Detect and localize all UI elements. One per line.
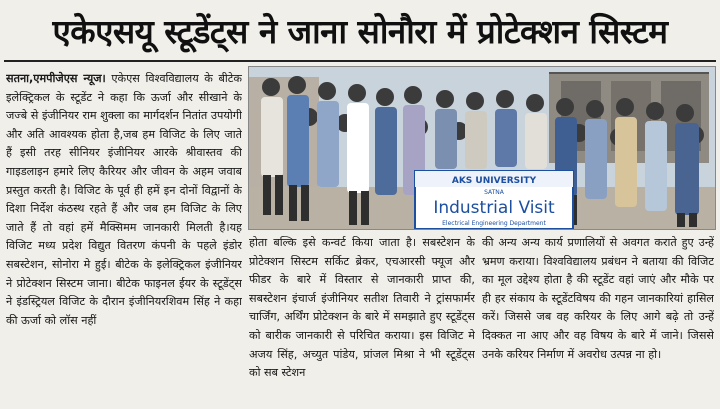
banner-university: AKS UNIVERSITY [451, 176, 537, 186]
dateline: सतना,एमपीजेएस न्यूज। [6, 72, 106, 85]
column-2-text: होता बल्कि इसे कन्वर्ट किया जाता है। सबस्टेशन के प्रोटेक्शन सिस्टम सर्किट ब्रेकर, एचआरसी फ्यूज और फीडर के बारे में विस्तार से जानकारी प्राप्त की, सबस्टेशन इंचार्ज इंजीनियर सतीश तिवारी ने ट्रांसफार्मर चार्जिंग, अर्थिंग प्रोटेक्शन के बारे में समझाते हुए स्टूडेंट्स को बारीक जानकारी से परिचित कराया। इस विजिट मे अजय सिंह, अच्युत पांडेय, प्रांजल मिश्रा ने भी स्टूडेंट्स को सब स्टेशन [249, 236, 475, 380]
news-photo [248, 66, 716, 230]
industrial-visit-banner [415, 171, 573, 229]
headline-rule [4, 60, 716, 62]
banner-title: Industrial Visit [433, 198, 555, 218]
column-1-text: एकेएस विश्वविद्यालय के बीटेक इलेक्ट्रिकल के स्टूडेंट ने कहा कि ऊर्जा और सीखाने के जज्बे से इंजीनियर राम शुक्ला का मार्गदर्शन नितांत उपयोगी और अति आवश्यक होता है,जब हम विजिट के लिए जाते हैं इसी तरह सीनियर इंजीनियर आरके श्रीवास्तव की गाइडलाइन हमारे लिए कैरियर और जीवन के अहम जवाब प्रस्तुत करती है। विजिट के पूर्व ही हमें इन दोनों विद्वानों के दिशा निर्देश कंठस्थ रहते हैं और जब हम विजिट के लिए जाते हैं तो वहां हमें मैक्सिमम जानकारी मिलती है।यह विजिट मध्य प्रदेश विद्युत वितरण कंपनी के पहले इंडोर सबस्टेशन, सोनोरा मे हुई। बीटेक के इलेक्ट्रिकल इंजीनियर ने प्रोटेक्शन सिस्टम जाना। बीटेक फाइनल ईयर के स्टूडेंट्स ने इंडस्ट्रियल विजिट के दौरान इंजीनियरशिवम सिंह ने कहा की ऊर्जा को लॉस नहीं [6, 72, 242, 327]
banner-department: Electrical Engineering Department [442, 220, 546, 227]
article-column-1 [6, 70, 242, 406]
article-column-2 [249, 234, 475, 406]
article-headline: एकेएसयू स्टूडेंट्स ने जाना सोनौरा में प्रोटेक्शन सिस्टम [52, 11, 668, 51]
article-column-3 [482, 234, 714, 406]
column-3-text: की अन्य अन्य कार्य प्रणालियों से अवगत कराते हुए उन्हें भ्रमण कराया। विश्वविद्यालय प्रबंधन ने बताया की विजिट का मूल उद्देश्य होता है की स्टूडेंट वहां जाएं और मौके पर ही हर संकाय के स्टूडेंटविषय की गहन जानकारियां हासिल करें। जिससे जब वह करियर के लिए आगे बढ़े तो उन्हें दिक्कत ना आए और वह विषय के बारे में जाने। जिससे उनके करियर निर्माण में अवरोध उत्पन्न ना हो। [482, 236, 714, 361]
group-photo-illustration [249, 67, 716, 230]
banner-city: SATNA [484, 189, 504, 196]
